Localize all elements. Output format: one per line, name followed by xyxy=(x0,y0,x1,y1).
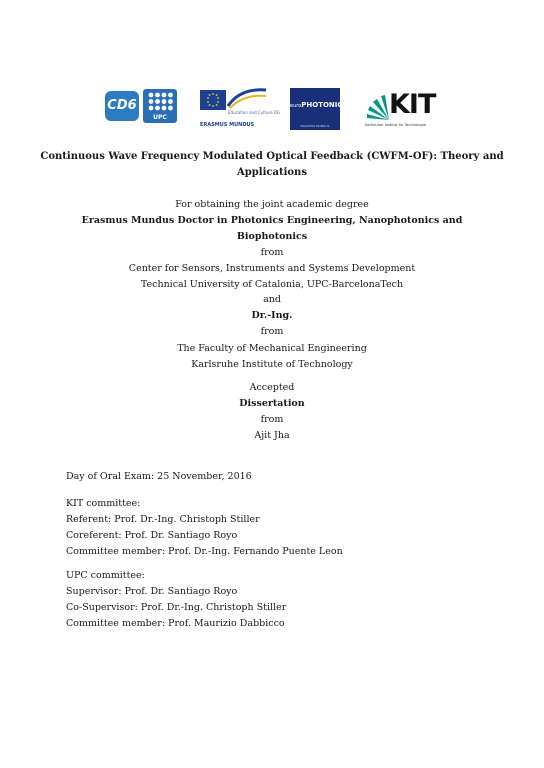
erasmus-mundus-label: ERASMUS MUNDUS xyxy=(200,122,255,128)
europhotonics-sub: ERASMUS MUNDUS xyxy=(300,124,330,128)
europhotonics-prefix: euro xyxy=(290,103,302,109)
kit-committee-member: Committee member: Prof. Dr.-Ing. Fernando Puente Leon xyxy=(66,546,343,557)
kit-fan-icon xyxy=(365,92,391,122)
exam-date: Day of Oral Exam: 25 November, 2016 xyxy=(66,471,252,482)
kit-committee-heading: KIT committee: xyxy=(66,498,141,509)
eu-caption: Education and Culture DG xyxy=(228,110,280,115)
dring-label: Dr.-Ing. xyxy=(251,310,293,321)
kit-committee-member: Coreferent: Prof. Dr. Santiago Royo xyxy=(66,530,238,541)
upc-dots-icon xyxy=(143,89,177,115)
university-name: Technical University of Catalonia, UPC-BarcelonaTech xyxy=(140,279,404,290)
author-name: Ajit Jha xyxy=(254,430,290,441)
upc-committee-member: Committee member: Prof. Maurizio Dabbicco xyxy=(66,618,285,629)
upc-logo xyxy=(143,89,177,123)
dissertation-label: Dissertation xyxy=(239,398,305,409)
and-label: and xyxy=(263,294,281,305)
swoosh-icon xyxy=(226,86,268,110)
kit-name: Karlsruhe Institute of Technology xyxy=(191,359,353,370)
erasmus-mundus-logo xyxy=(200,86,280,130)
europhotonics-main: PHOTONICS xyxy=(301,101,348,109)
kit-tagline: Karlsruher Institut für Technologie xyxy=(365,123,426,127)
center-name: Center for Sensors, Instruments and Systems Development xyxy=(128,263,416,274)
degree-intro: For obtaining the joint academic degree xyxy=(175,199,369,210)
thesis-title: Continuous Wave Frequency Modulated Optical Feedback (CWFM-OF): Theory and Applications xyxy=(40,151,504,178)
logo-strip xyxy=(0,86,544,136)
degree-name-line2: Biophotonics xyxy=(236,231,308,242)
faculty-name: The Faculty of Mechanical Engineering xyxy=(177,343,367,354)
accepted-label: Accepted xyxy=(249,382,295,393)
from-label-2: from xyxy=(260,326,284,337)
degree-name-line1: Erasmus Mundus Doctor in Photonics Engineering, Nanophotonics and xyxy=(81,215,463,226)
from-label-1: from xyxy=(260,247,284,258)
upc-committee-member: Supervisor: Prof. Dr. Santiago Royo xyxy=(66,586,238,597)
upc-committee-heading: UPC committee: xyxy=(66,570,145,581)
cd6-logo: CD6 xyxy=(105,91,139,121)
kit-committee-member: Referent: Prof. Dr.-Ing. Christoph Stiller xyxy=(66,514,260,525)
upc-committee-member: Co-Supervisor: Prof. Dr.-Ing. Christoph Stiller xyxy=(66,602,287,613)
europhotonics-logo xyxy=(290,88,348,130)
europhotonics-label xyxy=(290,101,348,109)
eu-flag-icon xyxy=(200,90,226,110)
from-label-3: from xyxy=(260,414,284,425)
upc-label: UPC xyxy=(153,114,167,121)
kit-letters: KIT xyxy=(389,89,436,120)
kit-logo xyxy=(365,90,437,128)
cd6-upc-logo xyxy=(105,89,175,123)
